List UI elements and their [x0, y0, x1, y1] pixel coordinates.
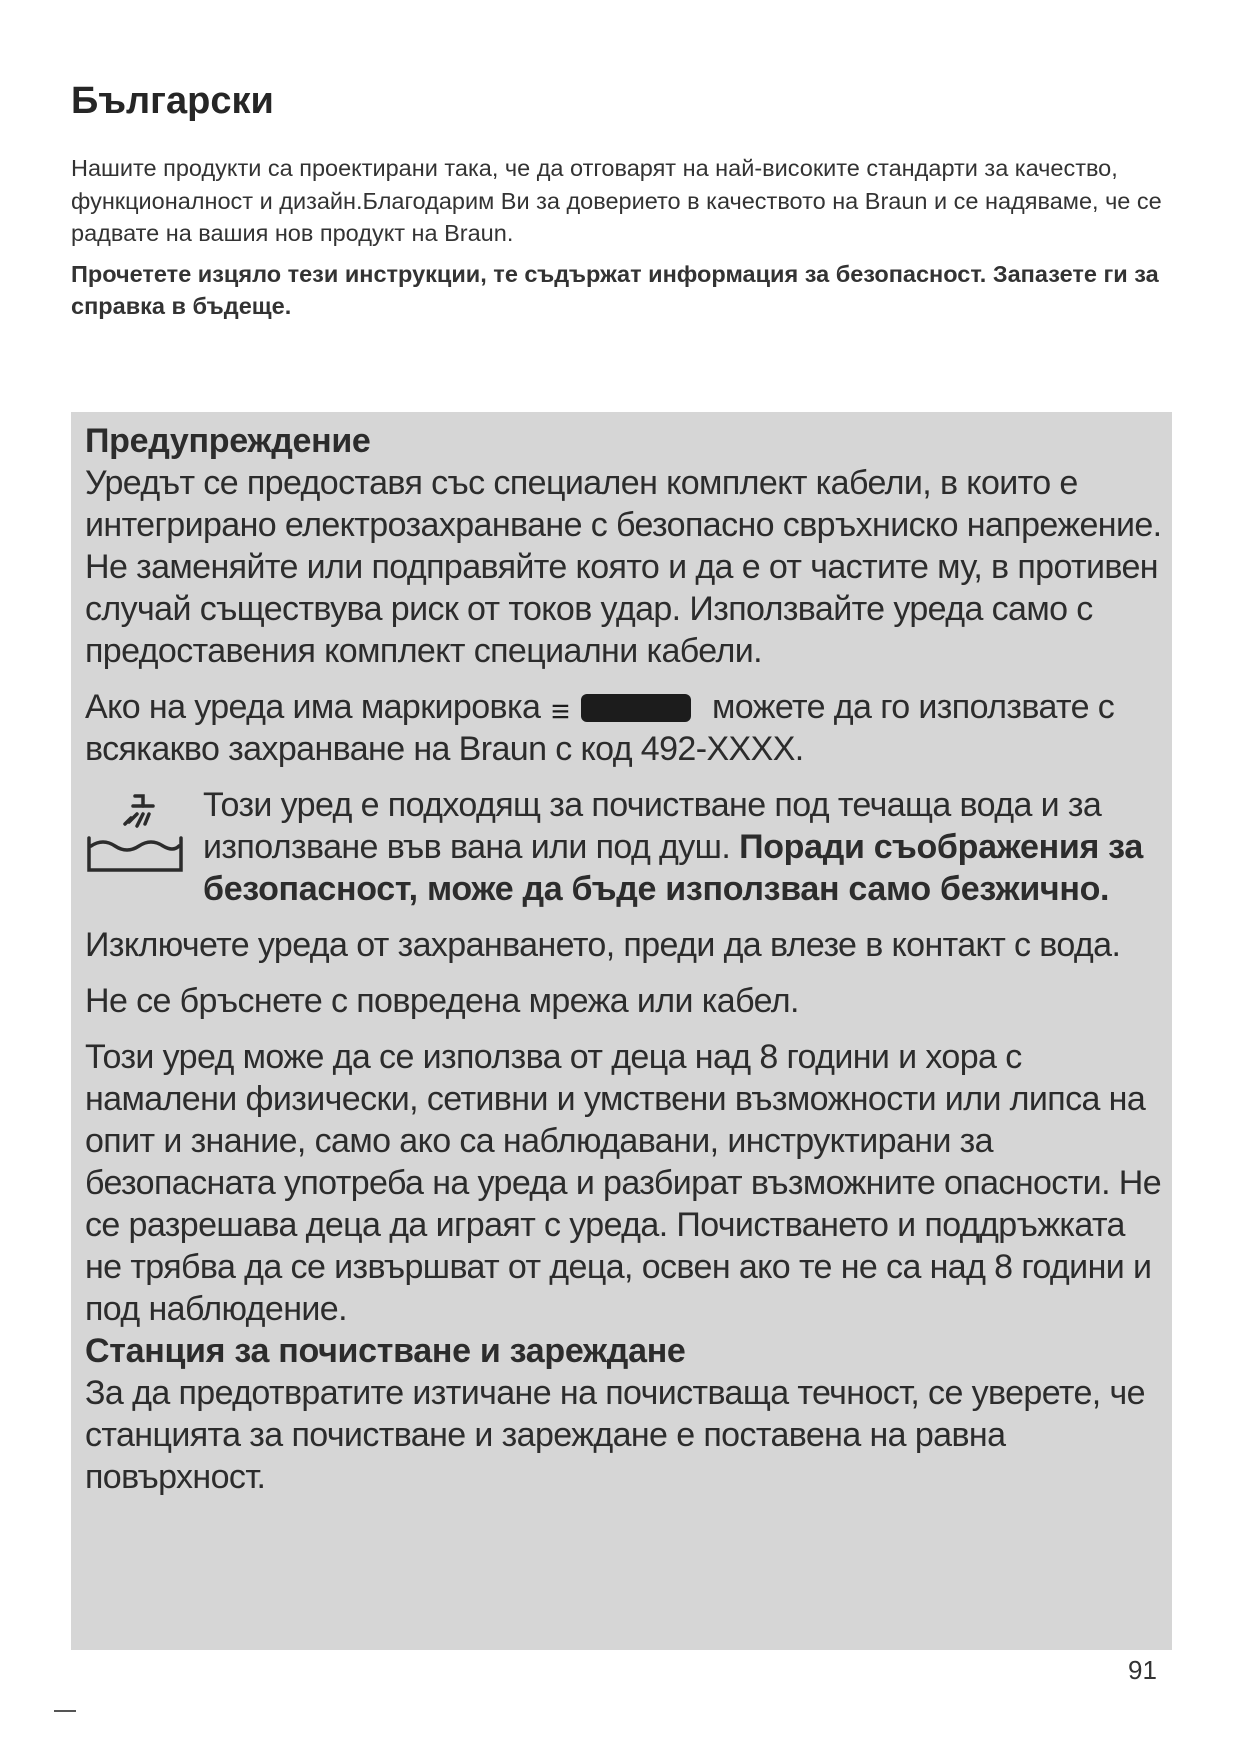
station-paragraph: За да предотвратите изтичане на почистваща течност, се уверете, че станцията за почистване и зареждане е поставена на равна повърхност. [85, 1374, 1145, 1496]
shower-bath-icon [85, 790, 185, 880]
page-title: Български [71, 80, 274, 122]
station-heading: Станция за почистване и зареждане [85, 1332, 686, 1370]
redacted-marking-icon: ≡ [551, 690, 701, 724]
washable-notice [85, 784, 1165, 910]
washable-notice-text: Този уред е подходящ за почистване под течаща вода и за използване във вана или под душ. Поради съображения за безопасност, може да бъде използван само безжично. [203, 786, 1143, 908]
warning-heading: Предупреждение [85, 422, 371, 460]
warning-box [71, 412, 1172, 1650]
warning-paragraph-marking [85, 686, 1165, 770]
footer-mark [54, 1710, 76, 1712]
marking-text-after: можете да го използвате с всякакво захранване на Braun с код 492-XXXX. [85, 688, 1115, 768]
page-number: 91 [1128, 1655, 1157, 1685]
warning-content [85, 420, 1165, 1498]
warning-paragraph-unplug: Изключете уреда от захранването, преди да влезе в контакт с вода. [85, 926, 1121, 964]
marking-text-before: Ако на уреда има маркировка [85, 688, 541, 726]
intro-paragraph: Нашите продукти са проектирани така, че да отговарят на най-високите стандарти за качество, функционалност и дизайн.Благодарим Ви за доверието в качеството на Braun и се надяваме, че се радвате на вашия нов продукт на Braun. [71, 155, 1162, 246]
warning-paragraph-damaged: Не се бръснете с повредена мрежа или кабел. [85, 982, 799, 1020]
intro-bold-paragraph: Прочетете изцяло тези инструкции, те съдържат информация за безопасност. Запазете ги за справка в бъдеще. [71, 261, 1159, 319]
warning-paragraph-cable-set: Уредът се предоставя със специален комплект кабели, в които е интегрирано електрозахранване с безопасно свръхниско напрежение. Не заменяйте или подправяйте която и да е от частите му, в противен случай съществува риск от токов удар. Използвайте уреда само с предоставения комплект специални кабели. [85, 464, 1162, 670]
warning-paragraph-children: Този уред може да се използва от деца над 8 години и хора с намалени физически, сетивни и умствени възможности или липса на опит и знание, само ако са наблюдавани, инструктирани за безопасната употреба на уреда и разбират възможните опасности. Не се разрешава деца да играят с уреда. Почистването и поддръжката не трябва да се извършват от деца, освен ако те не са над 8 години и под наблюдение. [85, 1038, 1162, 1328]
